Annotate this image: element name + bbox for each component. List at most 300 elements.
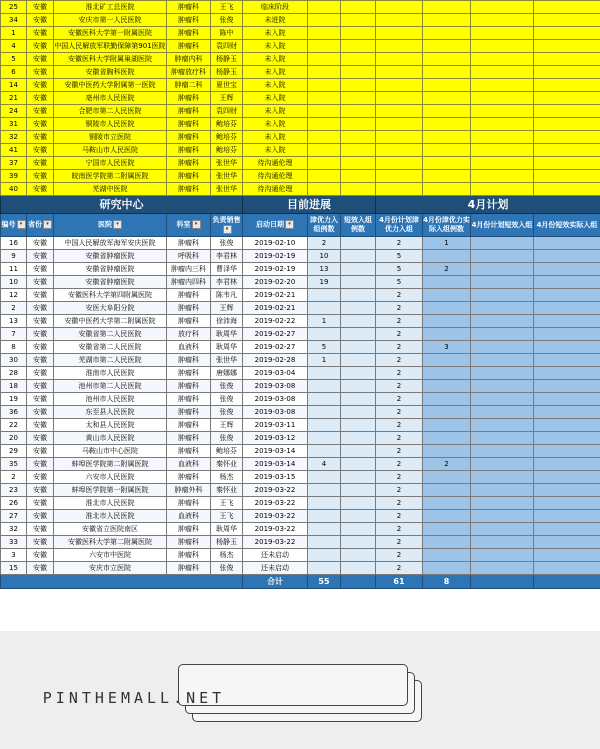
cell-empty xyxy=(341,92,376,105)
cell-april-plan-short xyxy=(471,250,534,263)
cell-empty xyxy=(341,14,376,27)
cell-empty xyxy=(341,40,376,53)
table-row[interactable] xyxy=(1,419,600,432)
cell-id: 30 xyxy=(1,354,27,367)
cell-start-date: 2019-02-19 xyxy=(243,263,308,276)
cell-sales: 张俊 xyxy=(211,406,243,419)
cell-april-plan-jinyouli: 2 xyxy=(376,315,423,328)
cell-short-enrolled xyxy=(341,237,376,250)
highlighted-row[interactable] xyxy=(1,170,600,183)
cell-april-plan-jinyouli: 2 xyxy=(376,484,423,497)
cell-status: 未入院 xyxy=(243,27,308,40)
highlighted-row[interactable] xyxy=(1,40,600,53)
cell-id: 2 xyxy=(1,471,27,484)
cell-start-date: 2019-03-22 xyxy=(243,484,308,497)
highlighted-row[interactable] xyxy=(1,105,600,118)
cell-hospital: 安徽医科大学第四附属医院 xyxy=(54,289,167,302)
cell-april-plan-short xyxy=(471,471,534,484)
cell-start-date: 2019-02-19 xyxy=(243,250,308,263)
cell-start-date: 2019-03-08 xyxy=(243,380,308,393)
cell-sales: 杨静玉 xyxy=(211,66,243,79)
filter-dropdown-icon[interactable]: ▾ xyxy=(223,225,232,234)
col-jinyouli-enrolled xyxy=(308,214,341,237)
cell-empty xyxy=(423,170,471,183)
cell-department: 肿瘤科 xyxy=(167,367,211,380)
cell-id: 36 xyxy=(1,406,27,419)
cell-province: 安徽 xyxy=(27,510,54,523)
cell-jinyouli-enrolled xyxy=(308,432,341,445)
cell-april-actual-short xyxy=(534,250,600,263)
cell-april-plan-jinyouli: 2 xyxy=(376,549,423,562)
cell-sales: 王飞 xyxy=(211,1,243,14)
cell-april-actual-short xyxy=(534,510,600,523)
highlighted-row[interactable] xyxy=(1,14,600,27)
cell-empty xyxy=(471,1,534,14)
totals-plan-short xyxy=(471,575,534,589)
cell-april-plan-short xyxy=(471,341,534,354)
cell-start-date: 2019-02-20 xyxy=(243,276,308,289)
cell-department: 肿瘤科 xyxy=(167,237,211,250)
cell-department: 肿瘤科 xyxy=(167,497,211,510)
cell-province: 安徽 xyxy=(27,66,54,79)
cell-empty xyxy=(534,1,600,14)
table-row[interactable] xyxy=(1,263,600,276)
cell-short-enrolled xyxy=(341,536,376,549)
cell-id: 25 xyxy=(1,1,27,14)
cell-empty xyxy=(308,105,341,118)
cell-id: 33 xyxy=(1,536,27,549)
cell-april-plan-jinyouli: 2 xyxy=(376,328,423,341)
highlighted-rows xyxy=(1,1,600,196)
cell-short-enrolled xyxy=(341,549,376,562)
cell-sales: 张世华 xyxy=(211,183,243,196)
cell-sales: 杨静玉 xyxy=(211,536,243,549)
cell-april-plan-jinyouli: 2 xyxy=(376,367,423,380)
cell-id: 40 xyxy=(1,183,27,196)
filter-dropdown-icon[interactable]: ▾ xyxy=(285,220,294,229)
cell-department: 肿瘤科 xyxy=(167,144,211,157)
cell-empty xyxy=(308,40,341,53)
table-row[interactable] xyxy=(1,458,600,471)
cell-hospital: 皖南医学院第二附属医院 xyxy=(54,170,167,183)
filter-dropdown-icon[interactable]: ▾ xyxy=(43,220,52,229)
cell-province: 安徽 xyxy=(27,27,54,40)
highlighted-row[interactable] xyxy=(1,53,600,66)
cell-province: 安徽 xyxy=(27,458,54,471)
cell-province: 安徽 xyxy=(27,380,54,393)
cell-hospital: 芜湖市第二人民医院 xyxy=(54,354,167,367)
cell-empty xyxy=(376,79,423,92)
cell-start-date: 2019-02-10 xyxy=(243,237,308,250)
cell-jinyouli-enrolled: 1 xyxy=(308,315,341,328)
cell-status: 未入院 xyxy=(243,105,308,118)
table-row[interactable] xyxy=(1,341,600,354)
cell-empty xyxy=(341,105,376,118)
cell-april-plan-short xyxy=(471,393,534,406)
table-row[interactable] xyxy=(1,393,600,406)
cell-empty xyxy=(534,92,600,105)
cell-april-actual-short xyxy=(534,562,600,575)
cell-hospital: 宁国市人民医院 xyxy=(54,157,167,170)
cell-jinyouli-enrolled xyxy=(308,484,341,497)
cell-province: 安徽 xyxy=(27,549,54,562)
cell-short-enrolled xyxy=(341,445,376,458)
highlighted-row[interactable] xyxy=(1,66,600,79)
cell-start-date: 2019-03-22 xyxy=(243,497,308,510)
cell-id: 31 xyxy=(1,118,27,131)
cell-empty xyxy=(423,131,471,144)
cell-empty xyxy=(308,144,341,157)
cell-jinyouli-enrolled: 5 xyxy=(308,341,341,354)
cell-department: 肿瘤科 xyxy=(167,432,211,445)
cell-april-plan-jinyouli: 2 xyxy=(376,497,423,510)
table-row[interactable] xyxy=(1,523,600,536)
cell-short-enrolled xyxy=(341,315,376,328)
cell-jinyouli-enrolled xyxy=(308,471,341,484)
header-label: 4月份短效实际入组 xyxy=(536,220,598,229)
cell-jinyouli-enrolled xyxy=(308,419,341,432)
cell-sales: 陈韦凡 xyxy=(211,289,243,302)
cell-jinyouli-enrolled: 10 xyxy=(308,250,341,263)
cell-id: 32 xyxy=(1,131,27,144)
cell-status: 未入院 xyxy=(243,144,308,157)
cell-province: 安徽 xyxy=(27,276,54,289)
cell-hospital: 六安市中医院 xyxy=(54,549,167,562)
cell-sales: 鲍培芬 xyxy=(211,445,243,458)
header-label: 津优力入组例数 xyxy=(310,216,338,233)
cell-id: 10 xyxy=(1,276,27,289)
cell-sales: 徐沛海 xyxy=(211,315,243,328)
cell-empty xyxy=(423,27,471,40)
cell-empty xyxy=(534,170,600,183)
cell-jinyouli-enrolled xyxy=(308,380,341,393)
cell-id: 37 xyxy=(1,157,27,170)
filter-dropdown-icon[interactable]: ▾ xyxy=(192,220,201,229)
table-row[interactable] xyxy=(1,276,600,289)
table-row[interactable] xyxy=(1,497,600,510)
cell-province: 安徽 xyxy=(27,315,54,328)
col-department xyxy=(167,214,211,237)
table-row[interactable] xyxy=(1,484,600,497)
cell-empty xyxy=(308,1,341,14)
cell-empty xyxy=(341,170,376,183)
table-row[interactable] xyxy=(1,471,600,484)
cell-id: 14 xyxy=(1,79,27,92)
highlighted-row[interactable] xyxy=(1,27,600,40)
totals-plan-april: 61 xyxy=(376,575,423,589)
highlighted-row[interactable] xyxy=(1,1,600,14)
header-label: 负责销售 xyxy=(212,215,241,224)
cell-status: 未入院 xyxy=(243,66,308,79)
cell-hospital: 中国人民解放军联勤保障第901医院 xyxy=(54,40,167,53)
cell-jinyouli-enrolled xyxy=(308,406,341,419)
cell-department: 肿瘤科 xyxy=(167,419,211,432)
cell-department: 肿瘤科 xyxy=(167,549,211,562)
cell-sales: 鲍培芬 xyxy=(211,118,243,131)
cell-status: 未入院 xyxy=(243,79,308,92)
cell-short-enrolled xyxy=(341,562,376,575)
cell-department: 肿瘤科 xyxy=(167,118,211,131)
cell-empty xyxy=(534,14,600,27)
cell-empty xyxy=(471,79,534,92)
cell-department: 肿瘤科 xyxy=(167,183,211,196)
highlighted-row[interactable] xyxy=(1,131,600,144)
cell-department: 肿瘤内科 xyxy=(167,53,211,66)
cell-department: 肿瘤放疗科 xyxy=(167,66,211,79)
table-row[interactable] xyxy=(1,328,600,341)
cell-province: 安徽 xyxy=(27,328,54,341)
cell-hospital: 马鞍山市中心医院 xyxy=(54,445,167,458)
cell-empty xyxy=(376,1,423,14)
cell-department: 肿瘤科 xyxy=(167,170,211,183)
header-label: 4月份津优力实际入组例数 xyxy=(423,216,470,233)
cell-id: 15 xyxy=(1,562,27,575)
filter-dropdown-icon[interactable]: ▾ xyxy=(113,220,122,229)
cell-department: 肿瘤科 xyxy=(167,105,211,118)
cell-empty xyxy=(471,144,534,157)
cell-sales: 杨杰 xyxy=(211,549,243,562)
cell-empty xyxy=(341,118,376,131)
cell-sales: 秦怀业 xyxy=(211,484,243,497)
cell-april-plan-jinyouli: 2 xyxy=(376,536,423,549)
totals-row xyxy=(1,575,600,589)
cell-april-actual-short xyxy=(534,536,600,549)
cell-department: 肿瘤科 xyxy=(167,354,211,367)
cell-empty xyxy=(534,183,600,196)
cell-jinyouli-enrolled xyxy=(308,497,341,510)
header-label: 启动日期 xyxy=(256,220,284,229)
cell-short-enrolled xyxy=(341,328,376,341)
cell-hospital: 铜陵市人民医院 xyxy=(54,118,167,131)
cell-province: 安徽 xyxy=(27,250,54,263)
cell-empty xyxy=(534,144,600,157)
column-header-row xyxy=(1,214,600,237)
cell-empty xyxy=(376,92,423,105)
cell-empty xyxy=(423,105,471,118)
table-row[interactable] xyxy=(1,315,600,328)
cell-sales: 鲍培芬 xyxy=(211,131,243,144)
cell-province: 安徽 xyxy=(27,419,54,432)
totals-actual-april: 8 xyxy=(423,575,471,589)
cell-department: 血液科 xyxy=(167,510,211,523)
cell-department: 肿瘤科 xyxy=(167,445,211,458)
cell-april-plan-jinyouli: 2 xyxy=(376,510,423,523)
cell-empty xyxy=(471,131,534,144)
cell-short-enrolled xyxy=(341,523,376,536)
cell-id: 27 xyxy=(1,510,27,523)
cell-id: 12 xyxy=(1,289,27,302)
cell-status: 未入院 xyxy=(243,40,308,53)
cell-department: 肿瘤科 xyxy=(167,302,211,315)
cell-april-actual-short xyxy=(534,367,600,380)
cell-empty xyxy=(308,183,341,196)
cell-empty xyxy=(534,27,600,40)
cell-empty xyxy=(471,14,534,27)
cell-department: 肿瘤科 xyxy=(167,380,211,393)
table-row[interactable] xyxy=(1,354,600,367)
header-label: 科室 xyxy=(176,220,191,229)
header-label: 4月份计划短效入组 xyxy=(471,220,533,229)
cell-hospital: 安医大阜阳分院 xyxy=(54,302,167,315)
cell-april-actual-jinyouli xyxy=(423,276,471,289)
cell-hospital: 蚌埠医学院第二附属医院 xyxy=(54,458,167,471)
cell-start-date: 2019-02-28 xyxy=(243,354,308,367)
cell-april-actual-jinyouli xyxy=(423,549,471,562)
cell-department: 肿瘤外科 xyxy=(167,484,211,497)
cell-hospital: 芜湖中医院 xyxy=(54,183,167,196)
cell-sales: 王辉 xyxy=(211,302,243,315)
table-row[interactable] xyxy=(1,510,600,523)
cell-hospital: 安徽中医药大学第二附属医院 xyxy=(54,315,167,328)
cell-id: 8 xyxy=(1,341,27,354)
cell-sales: 秦怀业 xyxy=(211,458,243,471)
cell-short-enrolled xyxy=(341,471,376,484)
cell-start-date: 还未启动 xyxy=(243,562,308,575)
cell-province: 安徽 xyxy=(27,237,54,250)
cell-hospital: 安徽医科大学第二附属医院 xyxy=(54,536,167,549)
cell-province: 安徽 xyxy=(27,354,54,367)
cell-april-actual-jinyouli xyxy=(423,536,471,549)
cell-april-plan-short xyxy=(471,289,534,302)
section-april-plan: 4月计划 xyxy=(376,196,600,214)
cell-empty xyxy=(341,66,376,79)
cell-empty xyxy=(308,157,341,170)
cell-april-plan-short xyxy=(471,302,534,315)
cell-empty xyxy=(471,105,534,118)
header-label: 短效入组例数 xyxy=(344,216,372,233)
cell-short-enrolled xyxy=(341,341,376,354)
cell-april-actual-short xyxy=(534,484,600,497)
cell-sales: 夏世宝 xyxy=(211,79,243,92)
cell-id: 9 xyxy=(1,250,27,263)
cell-sales: 唐娜娜 xyxy=(211,367,243,380)
cell-id: 1 xyxy=(1,27,27,40)
cell-province: 安徽 xyxy=(27,367,54,380)
cell-april-actual-short xyxy=(534,263,600,276)
table-row[interactable] xyxy=(1,237,600,250)
table-row[interactable] xyxy=(1,549,600,562)
cell-april-plan-jinyouli: 2 xyxy=(376,419,423,432)
highlighted-row[interactable] xyxy=(1,157,600,170)
col-id xyxy=(1,214,27,237)
cell-sales: 王飞 xyxy=(211,497,243,510)
cell-sales: 张世华 xyxy=(211,354,243,367)
cell-april-actual-jinyouli xyxy=(423,523,471,536)
cell-april-actual-jinyouli xyxy=(423,289,471,302)
cell-hospital: 淮北市人民医院 xyxy=(54,497,167,510)
cell-april-actual-short xyxy=(534,341,600,354)
cell-april-plan-jinyouli: 5 xyxy=(376,263,423,276)
cell-province: 安徽 xyxy=(27,289,54,302)
cell-sales: 陈中 xyxy=(211,27,243,40)
cell-sales: 李君林 xyxy=(211,276,243,289)
cell-province: 安徽 xyxy=(27,523,54,536)
cell-province: 安徽 xyxy=(27,393,54,406)
cell-sales: 鲍培芬 xyxy=(211,144,243,157)
cell-hospital: 亳州市人民医院 xyxy=(54,92,167,105)
cell-empty xyxy=(376,131,423,144)
cell-april-actual-short xyxy=(534,458,600,471)
cell-hospital: 蚌埠医学院第一附属医院 xyxy=(54,484,167,497)
cell-april-plan-jinyouli: 2 xyxy=(376,302,423,315)
cell-hospital: 淮北矿工总医院 xyxy=(54,1,167,14)
highlighted-row[interactable] xyxy=(1,92,600,105)
highlighted-row[interactable] xyxy=(1,118,600,131)
table-row[interactable] xyxy=(1,536,600,549)
cell-april-plan-short xyxy=(471,263,534,276)
cell-id: 16 xyxy=(1,237,27,250)
cell-id: 32 xyxy=(1,523,27,536)
cell-id: 5 xyxy=(1,53,27,66)
cell-april-plan-jinyouli: 2 xyxy=(376,471,423,484)
table-row[interactable] xyxy=(1,406,600,419)
filter-dropdown-icon[interactable]: ▾ xyxy=(17,220,26,229)
cell-jinyouli-enrolled: 13 xyxy=(308,263,341,276)
cell-short-enrolled xyxy=(341,419,376,432)
cell-short-enrolled xyxy=(341,302,376,315)
cell-id: 22 xyxy=(1,419,27,432)
table-row[interactable] xyxy=(1,432,600,445)
cell-april-plan-short xyxy=(471,315,534,328)
cell-department: 血液科 xyxy=(167,341,211,354)
table-row[interactable] xyxy=(1,302,600,315)
cell-april-plan-short xyxy=(471,406,534,419)
cell-jinyouli-enrolled xyxy=(308,302,341,315)
cell-empty xyxy=(376,40,423,53)
highlighted-row[interactable] xyxy=(1,183,600,196)
cell-sales: 张世华 xyxy=(211,157,243,170)
cell-april-actual-jinyouli xyxy=(423,471,471,484)
cell-empty xyxy=(471,157,534,170)
cell-id: 6 xyxy=(1,66,27,79)
cell-province: 安徽 xyxy=(27,183,54,196)
cell-empty xyxy=(341,144,376,157)
cell-empty xyxy=(376,14,423,27)
cell-short-enrolled xyxy=(341,250,376,263)
cell-sales: 曹泽华 xyxy=(211,263,243,276)
cell-id: 7 xyxy=(1,328,27,341)
table-row[interactable] xyxy=(1,367,600,380)
table-row[interactable] xyxy=(1,445,600,458)
cell-april-plan-short xyxy=(471,445,534,458)
cell-jinyouli-enrolled xyxy=(308,523,341,536)
table-row[interactable] xyxy=(1,289,600,302)
cell-jinyouli-enrolled xyxy=(308,445,341,458)
cell-department: 肿瘤科 xyxy=(167,289,211,302)
cell-april-plan-short xyxy=(471,276,534,289)
cell-hospital: 安徽医科大学附属巢湖医院 xyxy=(54,53,167,66)
cell-sales: 王辉 xyxy=(211,419,243,432)
cell-jinyouli-enrolled xyxy=(308,393,341,406)
table-row[interactable] xyxy=(1,562,600,575)
highlighted-row[interactable] xyxy=(1,144,600,157)
cell-start-date: 2019-03-08 xyxy=(243,393,308,406)
cell-empty xyxy=(471,170,534,183)
cell-hospital: 淮北市人民医院 xyxy=(54,510,167,523)
table-row[interactable] xyxy=(1,250,600,263)
cell-hospital: 安徽省肿瘤医院 xyxy=(54,250,167,263)
cell-department: 放疗科 xyxy=(167,328,211,341)
cell-jinyouli-enrolled xyxy=(308,289,341,302)
cell-april-plan-short xyxy=(471,419,534,432)
table-row[interactable] xyxy=(1,380,600,393)
cell-department: 肿瘤科 xyxy=(167,406,211,419)
cell-empty xyxy=(423,157,471,170)
cell-department: 肿瘤科 xyxy=(167,92,211,105)
highlighted-row[interactable] xyxy=(1,79,600,92)
cell-sales: 张俊 xyxy=(211,237,243,250)
cell-short-enrolled xyxy=(341,393,376,406)
